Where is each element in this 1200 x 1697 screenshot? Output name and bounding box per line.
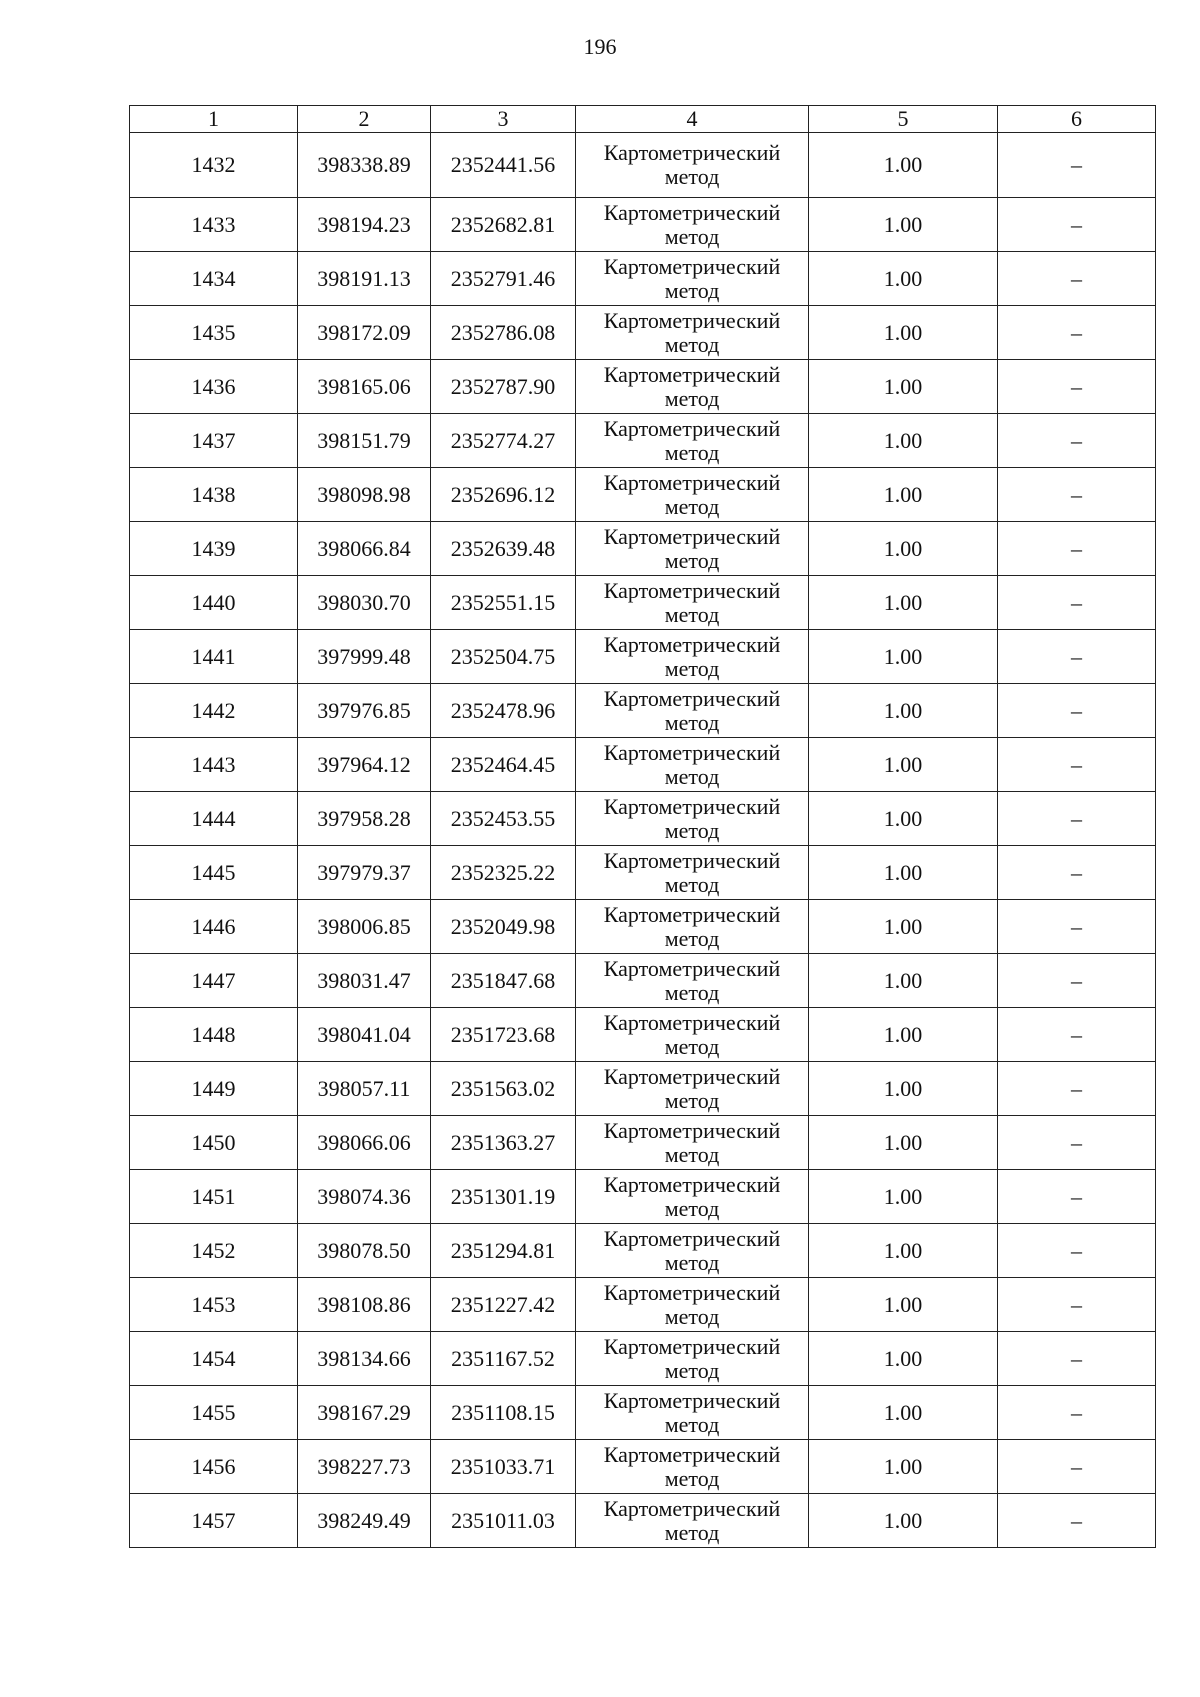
table-row	[130, 1224, 1156, 1278]
method-cell	[576, 900, 809, 954]
method-line-1: Картометрический	[603, 739, 781, 765]
method-line-2: метод	[664, 817, 720, 843]
method-line-2: метод	[664, 385, 720, 411]
table-row	[130, 630, 1156, 684]
accuracy-cell: 1.00	[809, 1170, 998, 1224]
y-coordinate-cell: 2352049.98	[431, 900, 576, 954]
accuracy-cell: 1.00	[809, 684, 998, 738]
method-line-2: метод	[664, 1465, 720, 1491]
method-cell	[576, 1170, 809, 1224]
method-line-2: метод	[664, 1141, 720, 1167]
accuracy-cell: 1.00	[809, 1440, 998, 1494]
y-coordinate-cell: 2351563.02	[431, 1062, 576, 1116]
method-line-2: метод	[664, 979, 720, 1005]
method-cell	[576, 252, 809, 306]
y-coordinate-cell: 2351363.27	[431, 1116, 576, 1170]
method-line-1: Картометрический	[603, 415, 781, 441]
y-coordinate-cell: 2351167.52	[431, 1332, 576, 1386]
note-cell: –	[998, 900, 1156, 954]
table-row	[130, 360, 1156, 414]
method-cell	[576, 522, 809, 576]
method-cell	[576, 576, 809, 630]
note-cell: –	[998, 306, 1156, 360]
method-line-1: Картометрический	[603, 955, 781, 981]
y-coordinate-cell: 2351108.15	[431, 1386, 576, 1440]
table-header-row	[130, 106, 1156, 133]
x-coordinate-cell: 398108.86	[298, 1278, 431, 1332]
column-header-5: 5	[809, 106, 998, 133]
x-coordinate-cell: 397979.37	[298, 846, 431, 900]
table-row	[130, 414, 1156, 468]
accuracy-cell: 1.00	[809, 846, 998, 900]
method-cell	[576, 792, 809, 846]
column-header-2: 2	[298, 106, 431, 133]
method-line-2: метод	[664, 493, 720, 519]
point-number-cell: 1450	[130, 1116, 298, 1170]
column-header-6: 6	[998, 106, 1156, 133]
method-line-2: метод	[664, 223, 720, 249]
table-row	[130, 306, 1156, 360]
method-line-2: метод	[664, 547, 720, 573]
table-row	[130, 1440, 1156, 1494]
x-coordinate-cell: 398167.29	[298, 1386, 431, 1440]
method-line-2: метод	[664, 655, 720, 681]
point-number-cell: 1454	[130, 1332, 298, 1386]
note-cell: –	[998, 1386, 1156, 1440]
method-line-2: метод	[664, 277, 720, 303]
note-cell: –	[998, 1332, 1156, 1386]
y-coordinate-cell: 2352774.27	[431, 414, 576, 468]
point-number-cell: 1451	[130, 1170, 298, 1224]
method-line-1: Картометрический	[603, 1279, 781, 1305]
table-row	[130, 1332, 1156, 1386]
y-coordinate-cell: 2351227.42	[431, 1278, 576, 1332]
accuracy-cell: 1.00	[809, 306, 998, 360]
method-cell	[576, 684, 809, 738]
note-cell: –	[998, 360, 1156, 414]
accuracy-cell: 1.00	[809, 1386, 998, 1440]
x-coordinate-cell: 398191.13	[298, 252, 431, 306]
method-line-2: метод	[664, 1195, 720, 1221]
note-cell: –	[998, 1116, 1156, 1170]
point-number-cell: 1438	[130, 468, 298, 522]
method-cell	[576, 1494, 809, 1548]
method-cell	[576, 360, 809, 414]
method-line-1: Картометрический	[603, 253, 781, 279]
point-number-cell: 1441	[130, 630, 298, 684]
accuracy-cell: 1.00	[809, 360, 998, 414]
method-cell	[576, 1332, 809, 1386]
y-coordinate-cell: 2351723.68	[431, 1008, 576, 1062]
y-coordinate-cell: 2352551.15	[431, 576, 576, 630]
point-number-cell: 1444	[130, 792, 298, 846]
method-line-2: метод	[664, 331, 720, 357]
point-number-cell: 1452	[130, 1224, 298, 1278]
method-line-1: Картометрический	[603, 1333, 781, 1359]
method-line-2: метод	[664, 164, 720, 189]
note-cell: –	[998, 1170, 1156, 1224]
table-row	[130, 1278, 1156, 1332]
method-cell	[576, 954, 809, 1008]
point-number-cell: 1443	[130, 738, 298, 792]
x-coordinate-cell: 397976.85	[298, 684, 431, 738]
accuracy-cell: 1.00	[809, 900, 998, 954]
column-header-3: 3	[431, 106, 576, 133]
note-cell: –	[998, 468, 1156, 522]
x-coordinate-cell: 397964.12	[298, 738, 431, 792]
y-coordinate-cell: 2351294.81	[431, 1224, 576, 1278]
y-coordinate-cell: 2351301.19	[431, 1170, 576, 1224]
method-line-1: Картометрический	[603, 1063, 781, 1089]
accuracy-cell: 1.00	[809, 792, 998, 846]
method-cell	[576, 630, 809, 684]
table-row	[130, 522, 1156, 576]
method-line-1: Картометрический	[603, 901, 781, 927]
table-row	[130, 1170, 1156, 1224]
method-line-1: Картометрический	[603, 199, 781, 225]
table-row	[130, 1494, 1156, 1548]
method-cell	[576, 414, 809, 468]
point-number-cell: 1433	[130, 198, 298, 252]
point-number-cell: 1445	[130, 846, 298, 900]
method-line-1: Картометрический	[603, 140, 781, 165]
accuracy-cell: 1.00	[809, 133, 998, 198]
method-cell	[576, 1008, 809, 1062]
method-line-1: Картометрический	[603, 577, 781, 603]
method-line-1: Картометрический	[603, 1495, 781, 1521]
x-coordinate-cell: 398074.36	[298, 1170, 431, 1224]
table-row	[130, 846, 1156, 900]
method-line-2: метод	[664, 925, 720, 951]
method-cell	[576, 133, 809, 198]
method-line-1: Картометрический	[603, 1225, 781, 1251]
note-cell: –	[998, 133, 1156, 198]
accuracy-cell: 1.00	[809, 1008, 998, 1062]
point-number-cell: 1440	[130, 576, 298, 630]
y-coordinate-cell: 2352453.55	[431, 792, 576, 846]
x-coordinate-cell: 397999.48	[298, 630, 431, 684]
note-cell: –	[998, 1008, 1156, 1062]
x-coordinate-cell: 398165.06	[298, 360, 431, 414]
method-cell	[576, 1386, 809, 1440]
accuracy-cell: 1.00	[809, 522, 998, 576]
note-cell: –	[998, 1440, 1156, 1494]
method-line-2: метод	[664, 1411, 720, 1437]
table-body	[130, 133, 1156, 1548]
y-coordinate-cell: 2352787.90	[431, 360, 576, 414]
table-row	[130, 468, 1156, 522]
note-cell: –	[998, 630, 1156, 684]
method-line-2: метод	[664, 871, 720, 897]
y-coordinate-cell: 2351011.03	[431, 1494, 576, 1548]
point-number-cell: 1456	[130, 1440, 298, 1494]
x-coordinate-cell: 398194.23	[298, 198, 431, 252]
point-number-cell: 1455	[130, 1386, 298, 1440]
method-line-2: метод	[664, 709, 720, 735]
note-cell: –	[998, 954, 1156, 1008]
method-cell	[576, 198, 809, 252]
coordinates-table	[129, 105, 1156, 1548]
accuracy-cell: 1.00	[809, 954, 998, 1008]
page-number: 196	[583, 34, 617, 59]
accuracy-cell: 1.00	[809, 198, 998, 252]
x-coordinate-cell: 398057.11	[298, 1062, 431, 1116]
note-cell: –	[998, 1278, 1156, 1332]
note-cell: –	[998, 576, 1156, 630]
method-cell	[576, 738, 809, 792]
method-line-2: метод	[664, 1303, 720, 1329]
table-row	[130, 954, 1156, 1008]
method-line-2: метод	[664, 1357, 720, 1383]
y-coordinate-cell: 2352639.48	[431, 522, 576, 576]
table-row	[130, 1062, 1156, 1116]
x-coordinate-cell: 397958.28	[298, 792, 431, 846]
x-coordinate-cell: 398151.79	[298, 414, 431, 468]
point-number-cell: 1457	[130, 1494, 298, 1548]
method-line-2: метод	[664, 1087, 720, 1113]
accuracy-cell: 1.00	[809, 1278, 998, 1332]
x-coordinate-cell: 398078.50	[298, 1224, 431, 1278]
note-cell: –	[998, 792, 1156, 846]
accuracy-cell: 1.00	[809, 738, 998, 792]
method-line-1: Картометрический	[603, 523, 781, 549]
note-cell: –	[998, 1494, 1156, 1548]
y-coordinate-cell: 2352441.56	[431, 133, 576, 198]
column-header-1: 1	[130, 106, 298, 133]
x-coordinate-cell: 398041.04	[298, 1008, 431, 1062]
method-cell	[576, 306, 809, 360]
method-line-1: Картометрический	[603, 847, 781, 873]
x-coordinate-cell: 398134.66	[298, 1332, 431, 1386]
x-coordinate-cell: 398006.85	[298, 900, 431, 954]
note-cell: –	[998, 414, 1156, 468]
accuracy-cell: 1.00	[809, 414, 998, 468]
method-line-1: Картометрический	[603, 685, 781, 711]
note-cell: –	[998, 738, 1156, 792]
table-row	[130, 738, 1156, 792]
point-number-cell: 1434	[130, 252, 298, 306]
table-row	[130, 1116, 1156, 1170]
x-coordinate-cell: 398227.73	[298, 1440, 431, 1494]
method-line-1: Картометрический	[603, 469, 781, 495]
point-number-cell: 1449	[130, 1062, 298, 1116]
accuracy-cell: 1.00	[809, 1332, 998, 1386]
method-cell	[576, 1062, 809, 1116]
method-line-2: метод	[664, 1249, 720, 1275]
note-cell: –	[998, 522, 1156, 576]
y-coordinate-cell: 2352464.45	[431, 738, 576, 792]
y-coordinate-cell: 2352696.12	[431, 468, 576, 522]
point-number-cell: 1439	[130, 522, 298, 576]
x-coordinate-cell: 398031.47	[298, 954, 431, 1008]
x-coordinate-cell: 398066.84	[298, 522, 431, 576]
y-coordinate-cell: 2352478.96	[431, 684, 576, 738]
table-row	[130, 576, 1156, 630]
point-number-cell: 1453	[130, 1278, 298, 1332]
note-cell: –	[998, 198, 1156, 252]
accuracy-cell: 1.00	[809, 1062, 998, 1116]
table-row	[130, 198, 1156, 252]
method-line-1: Картометрический	[603, 1387, 781, 1413]
point-number-cell: 1432	[130, 133, 298, 198]
table-row	[130, 792, 1156, 846]
x-coordinate-cell: 398172.09	[298, 306, 431, 360]
accuracy-cell: 1.00	[809, 1224, 998, 1278]
point-number-cell: 1436	[130, 360, 298, 414]
method-line-1: Картометрический	[603, 1117, 781, 1143]
method-cell	[576, 468, 809, 522]
note-cell: –	[998, 1062, 1156, 1116]
method-line-2: метод	[664, 1033, 720, 1059]
y-coordinate-cell: 2351847.68	[431, 954, 576, 1008]
method-line-1: Картометрический	[603, 1441, 781, 1467]
table-row	[130, 1386, 1156, 1440]
point-number-cell: 1447	[130, 954, 298, 1008]
note-cell: –	[998, 684, 1156, 738]
method-line-2: метод	[664, 1519, 720, 1545]
method-cell	[576, 1278, 809, 1332]
accuracy-cell: 1.00	[809, 1494, 998, 1548]
point-number-cell: 1442	[130, 684, 298, 738]
accuracy-cell: 1.00	[809, 252, 998, 306]
note-cell: –	[998, 252, 1156, 306]
point-number-cell: 1437	[130, 414, 298, 468]
table-row	[130, 900, 1156, 954]
y-coordinate-cell: 2351033.71	[431, 1440, 576, 1494]
point-number-cell: 1435	[130, 306, 298, 360]
table-row	[130, 252, 1156, 306]
note-cell: –	[998, 1224, 1156, 1278]
method-cell	[576, 1440, 809, 1494]
y-coordinate-cell: 2352682.81	[431, 198, 576, 252]
x-coordinate-cell: 398066.06	[298, 1116, 431, 1170]
table-row	[130, 133, 1156, 198]
accuracy-cell: 1.00	[809, 1116, 998, 1170]
y-coordinate-cell: 2352786.08	[431, 306, 576, 360]
accuracy-cell: 1.00	[809, 576, 998, 630]
method-line-1: Картометрический	[603, 1009, 781, 1035]
table-row	[130, 684, 1156, 738]
y-coordinate-cell: 2352325.22	[431, 846, 576, 900]
method-line-1: Картометрический	[603, 307, 781, 333]
method-cell	[576, 1116, 809, 1170]
accuracy-cell: 1.00	[809, 468, 998, 522]
method-line-1: Картометрический	[603, 793, 781, 819]
method-line-1: Картометрический	[603, 631, 781, 657]
x-coordinate-cell: 398098.98	[298, 468, 431, 522]
x-coordinate-cell: 398338.89	[298, 133, 431, 198]
column-header-4: 4	[576, 106, 809, 133]
point-number-cell: 1446	[130, 900, 298, 954]
y-coordinate-cell: 2352504.75	[431, 630, 576, 684]
method-line-2: метод	[664, 763, 720, 789]
method-line-2: метод	[664, 439, 720, 465]
method-line-1: Картометрический	[603, 1171, 781, 1197]
point-number-cell: 1448	[130, 1008, 298, 1062]
accuracy-cell: 1.00	[809, 630, 998, 684]
x-coordinate-cell: 398030.70	[298, 576, 431, 630]
method-line-2: метод	[664, 601, 720, 627]
y-coordinate-cell: 2352791.46	[431, 252, 576, 306]
note-cell: –	[998, 846, 1156, 900]
x-coordinate-cell: 398249.49	[298, 1494, 431, 1548]
method-line-1: Картометрический	[603, 361, 781, 387]
method-cell	[576, 1224, 809, 1278]
table-row	[130, 1008, 1156, 1062]
method-cell	[576, 846, 809, 900]
